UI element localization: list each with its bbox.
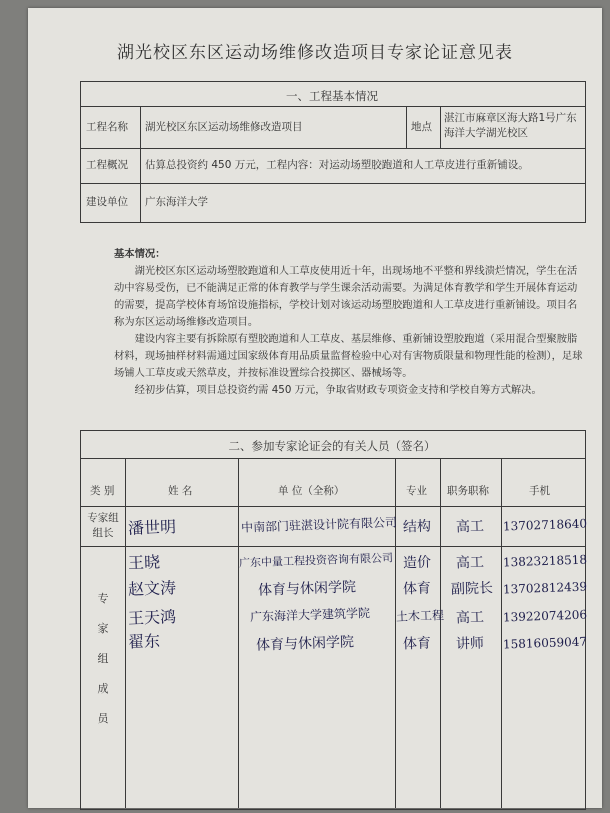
overview-label: 工程概况 [86,159,128,171]
basic-lead: 基本情况： [114,248,166,260]
col-major: 专业 [406,485,427,497]
signature-name: 王晓 [127,552,161,573]
signature-phone: 13702812439 [502,579,588,597]
location-label: 地点 [411,121,432,133]
col-unit: 单 位（全称） [278,485,345,497]
project-name-value: 湖光校区东区运动场维修改造项目 [145,121,303,133]
basic-paragraph-1: 湖光校区东区运动场塑胶跑道和人工草皮使用近十年，出现场地不平整和界线溃烂情况，学生在活动中容易受伤，已不能满足正常的体育教学与学生课余活动需要。为满足体育教学和学生开展体育运动的需要，提高学校体育场馆设施指标，学校计划对该运动场塑胶跑道和人工草皮进行重新铺设。项目名称为东区运动场维修改造项目。 [114,265,578,328]
signature-name: 赵文涛 [127,578,177,599]
signature-title: 高工 [455,518,485,536]
signature-unit: 广东中量工程投资咨询有限公司 [238,551,394,570]
signature-major: 造价 [402,554,432,572]
signature-major: 结构 [402,518,432,536]
signature-major: 体育 [402,580,432,598]
signature-major: 体育 [402,635,432,653]
project-name-label: 工程名称 [86,121,128,133]
overview-value: 估算总投资约 450 万元，工程内容：对运动场塑胶跑道和人工草皮进行重新铺设。 [145,159,529,171]
signature-title: 讲师 [455,635,485,653]
col-phone: 手机 [529,485,550,497]
members-label-3: 组 [97,652,109,665]
signature-phone: 13702718640 [502,516,588,534]
basic-paragraph-3: 经初步估算，项目总投资约需 450 万元，争取省财政专项资金支持和学校自筹方式解决。 [134,384,542,396]
location-value: 湛江市麻章区海大路1号广东海洋大学湖光校区 [444,112,577,139]
signature-phone: 15816059047 [502,634,588,652]
signature-major: 土木工程 [395,608,445,624]
signature-unit: 广东海洋大学建筑学院 [249,605,371,625]
signature-phone: 13823218518 [502,552,588,570]
signature-name: 翟东 [127,631,161,652]
col-category: 类 别 [90,485,115,497]
builder-value: 广东海洋大学 [145,196,208,208]
members-label-4: 成 [97,682,109,695]
builder-label: 建设单位 [86,196,128,208]
signature-phone: 13922074206 [502,607,588,625]
signature-unit: 体育与休闲学院 [255,634,355,654]
signature-name: 王天鸿 [127,607,177,628]
signature-name: 潘世明 [127,517,177,538]
signature-title: 高工 [455,554,485,572]
members-label-2: 家 [97,622,109,635]
basic-paragraph-2: 建设内容主要有拆除原有塑胶跑道和人工草皮、基层维修、重新铺设塑胶跑道（采用混合型聚胺脂材料，现场抽样材料需通过国家级体育用品质量监督检验中心对有害物质限量和物理性能的检测），足球场铺人工草皮或天然草皮，并按标准设置综合投掷区、器械场等。 [114,333,583,379]
col-title: 职务职称 [447,485,489,497]
section2-header: 二、参加专家论证会的有关人员（签名） [228,439,436,453]
group-leader-label: 专家组组长 [87,512,119,539]
document-page [28,8,602,808]
basic-situation [114,246,584,399]
signature-unit: 中南部门驻湛设计院有限公司 [240,515,398,535]
members-label-5: 员 [97,712,109,725]
section1-header: 一、工程基本情况 [286,89,378,103]
signature-unit: 体育与休闲学院 [257,579,357,599]
signature-title: 副院长 [450,580,494,598]
signature-title: 高工 [455,609,485,627]
col-name: 姓 名 [168,485,193,497]
page-title: 湖光校区东区运动场维修改造项目专家论证意见表 [117,43,513,63]
members-label-1: 专 [97,592,109,605]
